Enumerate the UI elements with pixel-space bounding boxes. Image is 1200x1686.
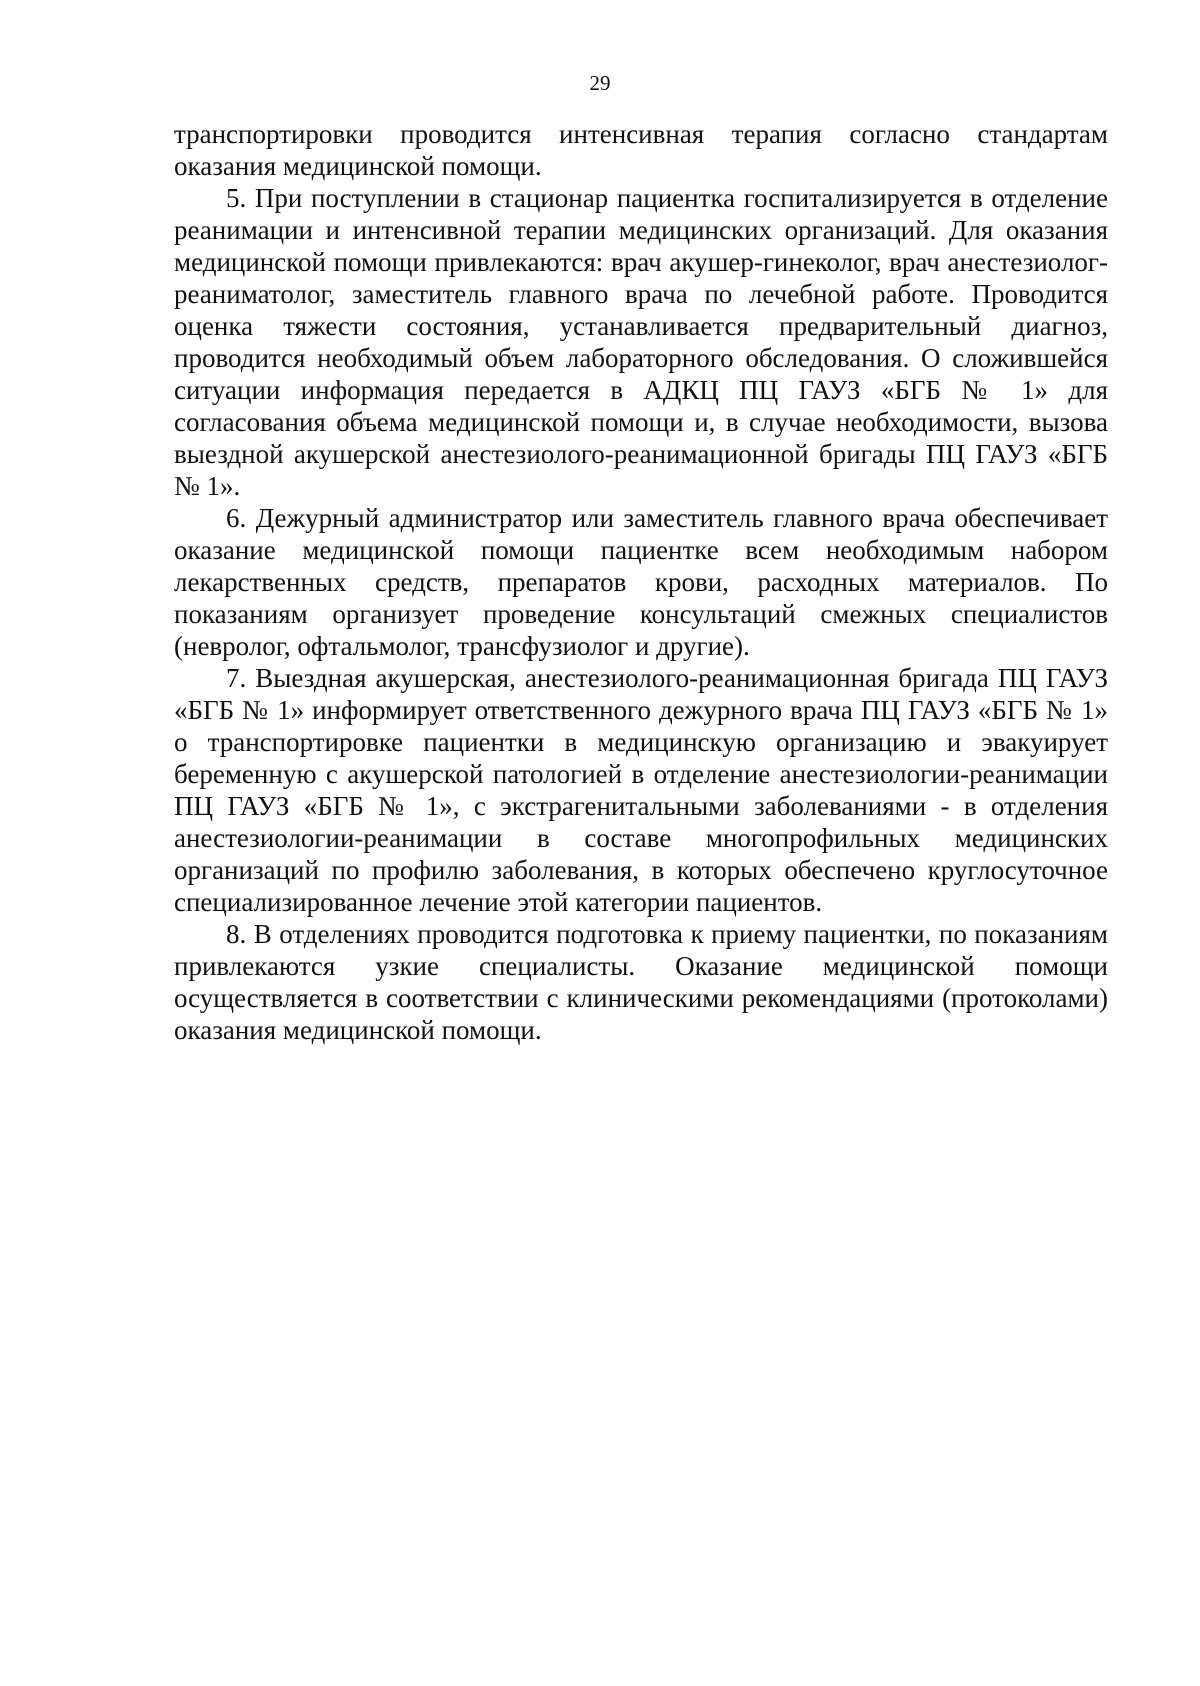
paragraph-continuation: транспортировки проводится интенсивная терапия согласно стандартам оказания медицинской помощи. <box>174 119 1108 181</box>
paragraph-item-6: 6. Дежурный администратор или заместитель главного врача обеспечивает оказание медицинской помощи пациентке всем необходимым набором лекарственных средств, препаратов крови, расходных материалов. По показаниям организует проведение консультаций смежных специалистов (невролог, офтальмолог, трансфузиолог и другие). <box>174 503 1108 661</box>
document-body <box>174 118 1108 1046</box>
page-number: 29 <box>589 71 611 95</box>
paragraph-item-7: 7. Выездная акушерская, анестезиолого-реанимационная бригада ПЦ ГАУЗ «БГБ № 1» информирует ответственного дежурного врача ПЦ ГАУЗ «БГБ № 1» о транспортировке пациентки в медицинскую организацию и эвакуирует беременную с акушерской патологией в отделение анестезиологии-реанимации ПЦ ГАУЗ «БГБ № 1», с экстрагенитальными заболеваниями - в отделения анестезиологии-реанимации в составе многопрофильных медицинских организаций по профилю заболевания, в которых обеспечено круглосуточное специализированное лечение этой категории пациентов. <box>174 663 1108 917</box>
paragraph-item-5: 5. При поступлении в стационар пациентка госпитализируется в отделение реанимации и интенсивной терапии медицинских организаций. Для оказания медицинской помощи привлекаются: врач акушер-гинеколог, врач анестезиолог-реаниматолог, заместитель главного врача по лечебной работе. Проводится оценка тяжести состояния, устанавливается предварительный диагноз, проводится необходимый объем лабораторного обследования. О сложившейся ситуации информация передается в АДКЦ ПЦ ГАУЗ «БГБ № 1» для согласования объема медицинской помощи и, в случае необходимости, вызова выездной акушерской анестезиолого-реанимационной бригады ПЦ ГАУЗ «БГБ № 1». <box>174 183 1108 501</box>
paragraph-item-8: 8. В отделениях проводится подготовка к приему пациентки, по показаниям привлекаются узкие специалисты. Оказание медицинской помощи осуществляется в соответствии с клиническими рекомендациями (протоколами) оказания медицинской помощи. <box>174 919 1108 1045</box>
